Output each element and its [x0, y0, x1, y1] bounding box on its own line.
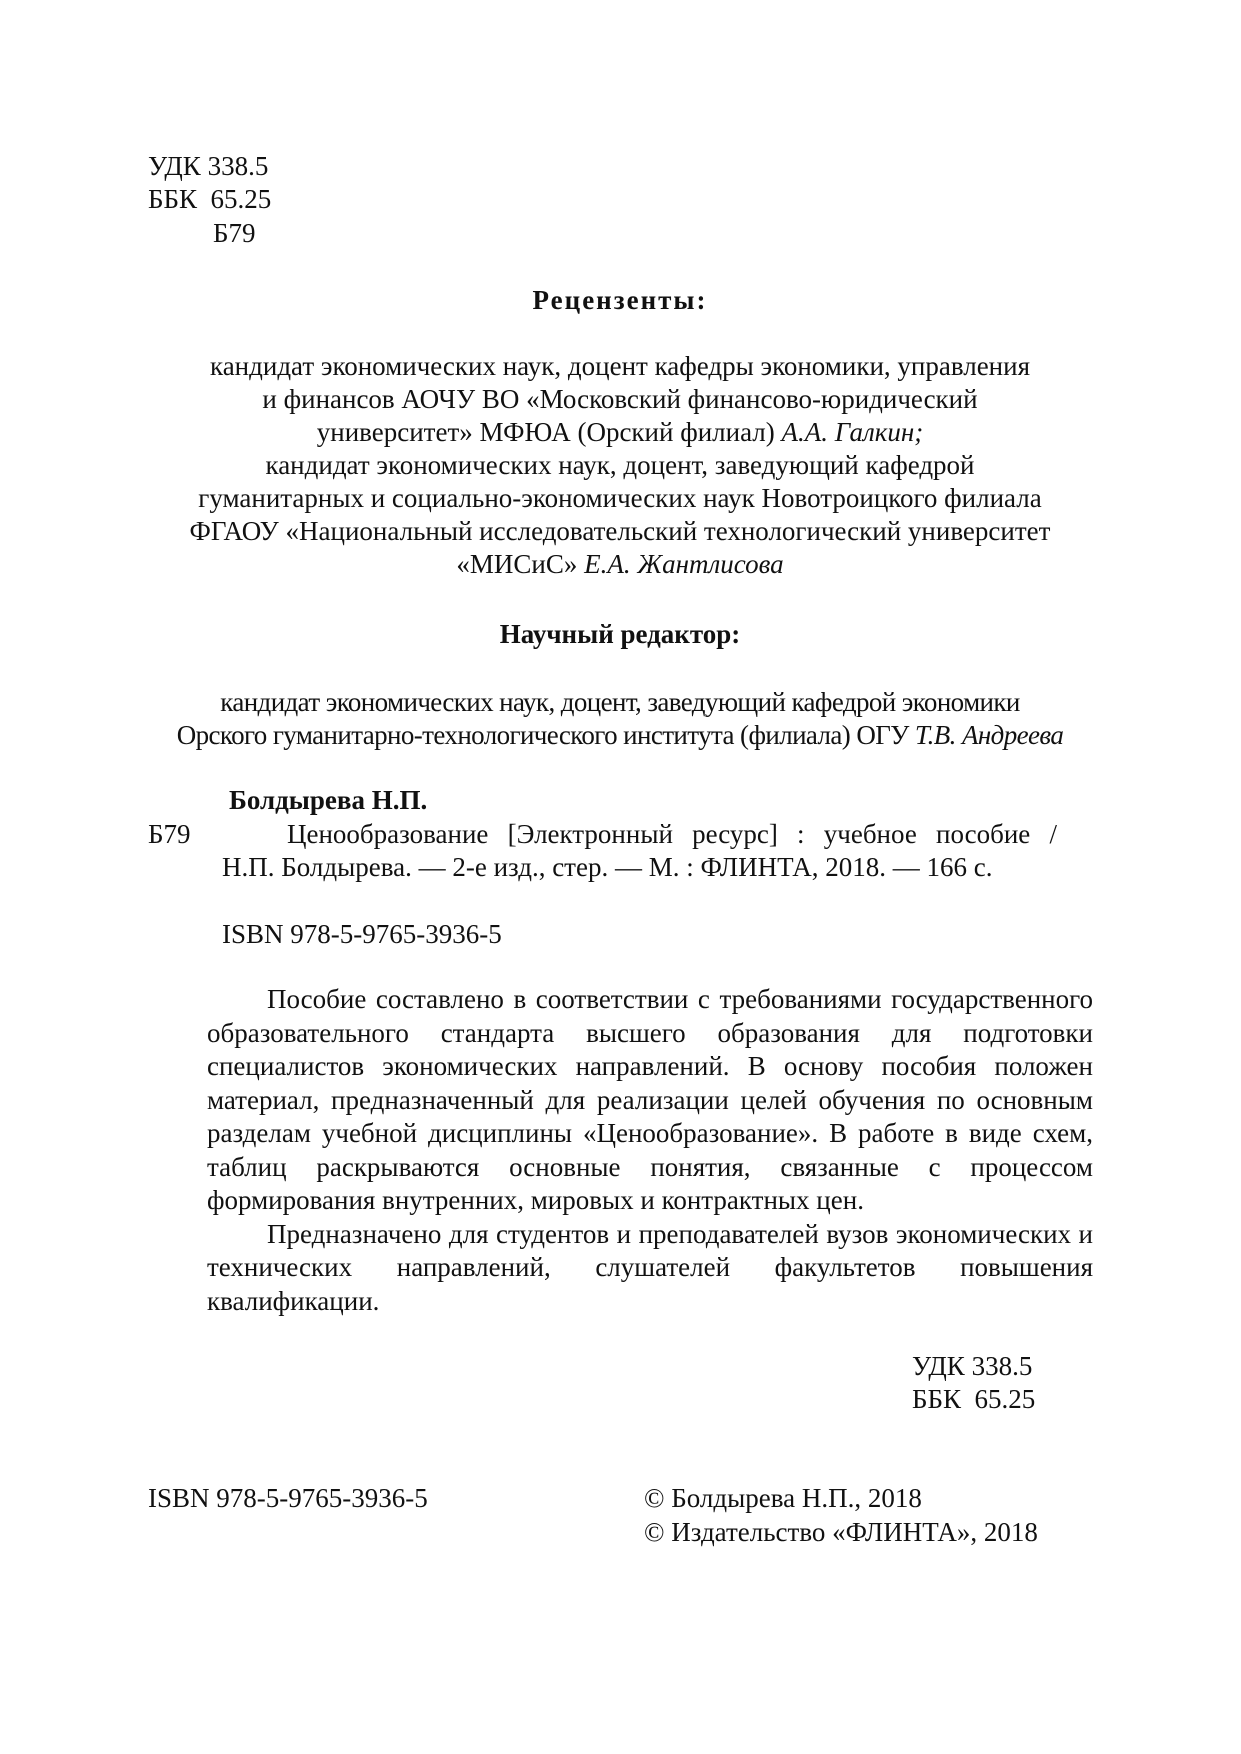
reviewer2-affiliation: «МИСиС»	[456, 549, 578, 579]
annotation-paragraph-2: Предназначено для студентов и преподавателей вузов экономических и технических направлений, слушателей факультетов повышения квалификации.	[207, 1218, 1093, 1316]
editor-block	[120, 686, 1120, 752]
bbk-code: ББК 65.25	[148, 184, 272, 214]
footer-isbn: ISBN 978-5-9765-3936-5	[148, 1483, 428, 1513]
editor-line1: кандидат экономических наук, доцент, заведующий кафедрой экономики	[220, 687, 1020, 717]
bottom-udk: УДК 338.5	[912, 1351, 1033, 1381]
reviewers-block	[120, 350, 1120, 581]
annotation	[207, 983, 1093, 1318]
bib-isbn: ISBN 978-5-9765-3936-5	[222, 919, 502, 949]
bib-mark: Б79	[148, 819, 191, 849]
bib-line1: Ценообразование [Электронный ресурс] : учебное пособие /	[287, 819, 1057, 849]
reviewer1-affiliation: университет» МФЮА (Орский филиал)	[316, 417, 775, 447]
udk-code: УДК 338.5	[148, 151, 269, 181]
reviewer1-line1: кандидат экономических наук, доцент кафедры экономики, управления	[209, 351, 1030, 381]
bib-description	[207, 818, 1057, 884]
annotation-paragraph-1: Пособие составлено в соответствии с требованиями государственного образовательного стандарта высшего образования для подготовки специалистов экономических направлений. В основу пособия положен материал, предназначенный для реализации целей обучения по основным разделам учебной дисциплины «Ценообразование». В работе в виде схем, таблиц раскрываются основные понятия, связанные с процессом формирования внутренних, мировых и контрактных цен.	[207, 984, 1093, 1215]
reviewer2-line2: гуманитарных и социально-экономических наук Новотроицкого филиала	[198, 483, 1042, 513]
reviewer1-name: А.А. Галкин;	[781, 417, 924, 447]
copyright-author: © Болдырева Н.П., 2018	[644, 1483, 922, 1513]
editor-heading: Научный редактор:	[499, 619, 741, 649]
reviewers-heading: Рецензенты:	[532, 285, 708, 315]
editor-affiliation: Орского гуманитарно-технологического института (филиала) ОГУ	[176, 720, 909, 750]
reviewer2-line4	[120, 548, 1120, 581]
reviewer1-line2: и финансов АОЧУ ВО «Московский финансово-юридический	[262, 384, 978, 414]
author-mark: Б79	[213, 218, 256, 248]
editor-name: Т.В. Андреева	[914, 720, 1064, 750]
copyright-publisher: © Издательство «ФЛИНТА», 2018	[644, 1517, 1038, 1547]
bib-author: Болдырева Н.П.	[229, 785, 428, 815]
reviewer2-name: Е.А. Жантлисова	[584, 549, 784, 579]
reviewer1-line3	[120, 416, 1120, 449]
bottom-bbk: ББК 65.25	[912, 1384, 1036, 1414]
editor-line2	[120, 719, 1120, 752]
reviewer2-line3: ФГАОУ «Национальный исследовательский технологический университет	[189, 516, 1051, 546]
reviewer2-line1: кандидат экономических наук, доцент, заведующий кафедрой	[265, 450, 975, 480]
bib-line2: Н.П. Болдырева. — 2-е изд., стер. — М. : ФЛИНТА, 2018. — 166 с.	[222, 852, 993, 882]
